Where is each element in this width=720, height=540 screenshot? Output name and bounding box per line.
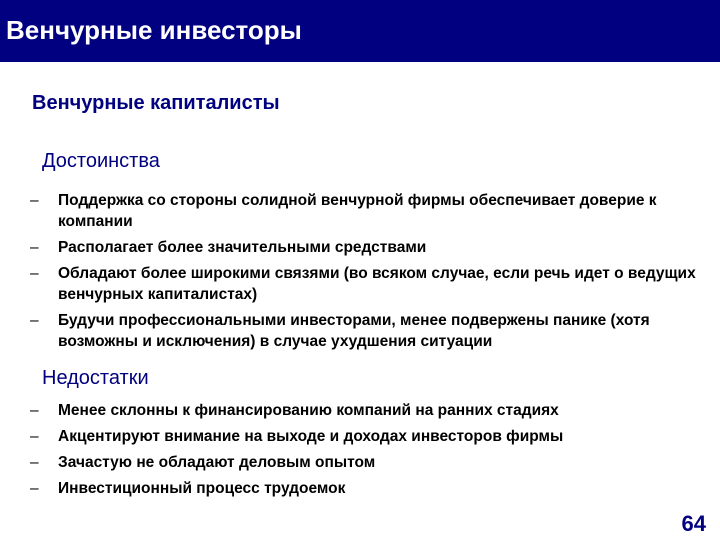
list-item: [0, 400, 720, 421]
list-item-text: Акцентируют внимание на выходе и доходах инвесторов фирмы: [58, 428, 564, 445]
list-item-text: Менее склонны к финансированию компаний на ранних стадиях: [58, 402, 559, 419]
list-item-text: Инвестиционный процесс трудоемок: [58, 480, 346, 497]
dash-marker: –: [30, 402, 39, 419]
list-item-text: Зачастую не обладают деловым опытом: [58, 454, 376, 471]
list-item: [0, 263, 720, 305]
title-bar: [0, 0, 720, 62]
slide-subtitle: Венчурные капиталисты: [32, 92, 280, 114]
slide-title: Венчурные инвесторы: [6, 15, 302, 45]
dash-marker: –: [30, 239, 39, 256]
dash-marker: –: [30, 265, 39, 282]
list-item-text: Будучи профессиональными инвесторами, менее подвержены панике (хотя возможны и исключения) в случае ухудшения ситуации: [58, 312, 650, 350]
list-item: [0, 310, 720, 352]
dash-marker: –: [30, 480, 39, 497]
list-item: [0, 452, 720, 473]
disadvantages-list: [0, 400, 720, 499]
advantages-heading: Достоинства: [42, 150, 160, 172]
page-number: 64: [681, 511, 706, 536]
disadvantages-heading: Недостатки: [42, 367, 149, 389]
list-item: [0, 237, 720, 258]
advantages-list: [0, 190, 720, 352]
list-item-text: Поддержка со стороны солидной венчурной фирмы обеспечивает доверие к компании: [58, 192, 657, 230]
list-item: [0, 426, 720, 447]
dash-marker: –: [30, 454, 39, 471]
dash-marker: –: [30, 192, 39, 209]
list-item: [0, 478, 720, 499]
dash-marker: –: [30, 428, 39, 445]
list-item-text: Обладают более широкими связями (во всяком случае, если речь идет о ведущих венчурных капиталистах): [58, 265, 696, 303]
dash-marker: –: [30, 312, 39, 329]
list-item-text: Располагает более значительными средствами: [58, 239, 427, 256]
list-item: [0, 190, 720, 232]
